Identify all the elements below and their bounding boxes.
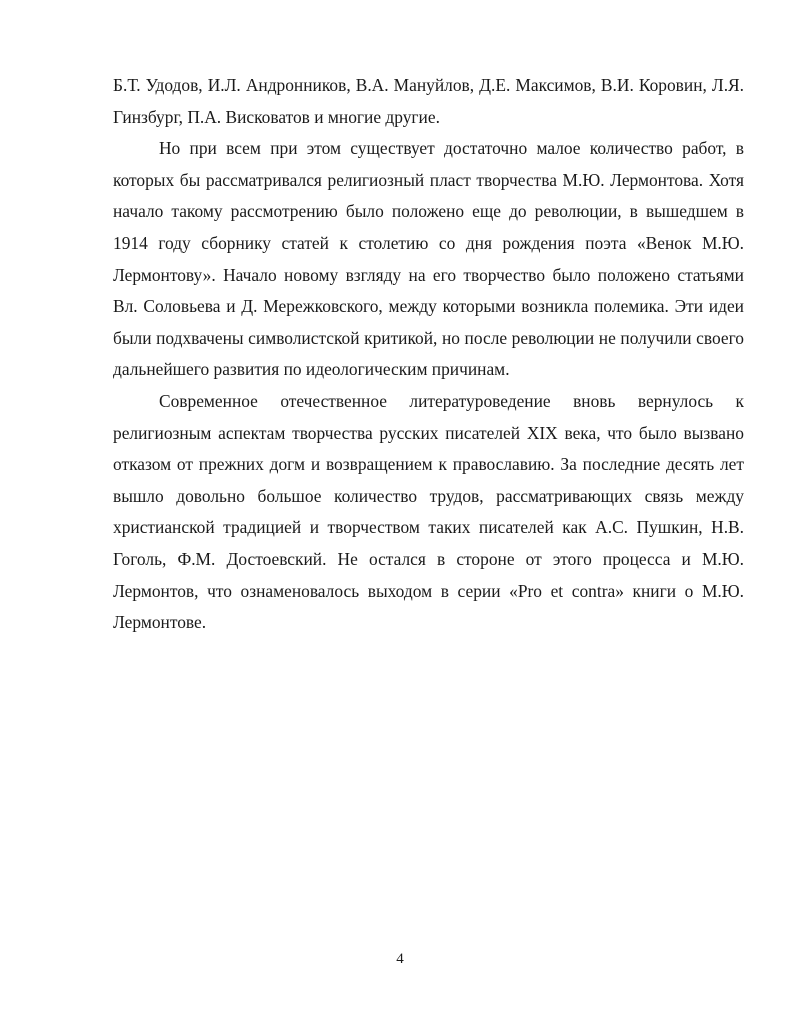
page-number: 4 <box>396 951 404 967</box>
paragraph-2: Но при всем при этом существует достаточно малое количество работ, в которых бы рассматривался религиозный пласт творчества М.Ю. Лермонтова. Хотя начало такому рассмотрению было положено еще до революции, в вышедшем в 1914 году сборнику статей к столетию со дня рождения поэта «Венок М.Ю. Лермонтову». Начало новому взгляду на его творчество было положено статьями Вл. Соловьева и Д. Мережковского, между которыми возникла полемика. Эти идеи были подхвачены символистской критикой, но после революции не получили своего дальнейшего развития по идеологическим причинам. <box>113 138 744 380</box>
paragraph-3: Современное отечественное литературоведение вновь вернулось к религиозным аспектам творчества русских писателей XIX века, что было вызвано отказом от прежних догм и возвращением к православию. За последние десять лет вышло довольно большое количество трудов, рассматривающих связь между христианской традицией и творчеством таких писателей как А.С. Пушкин, Н.В. Гоголь, Ф.М. Достоевский. Не остался в стороне от этого процесса и М.Ю. Лермонтов, что ознаменовалось выходом в серии «Pro et contra» книги о М.Ю. Лермонтове. <box>113 390 744 633</box>
document-body <box>113 70 744 639</box>
paragraph-1: Б.Т. Удодов, И.Л. Андронников, В.А. Мануйлов, Д.Е. Максимов, В.И. Коровин, Л.Я. Гинзбург, П.А. Висковатов и многие другие. <box>113 75 744 127</box>
